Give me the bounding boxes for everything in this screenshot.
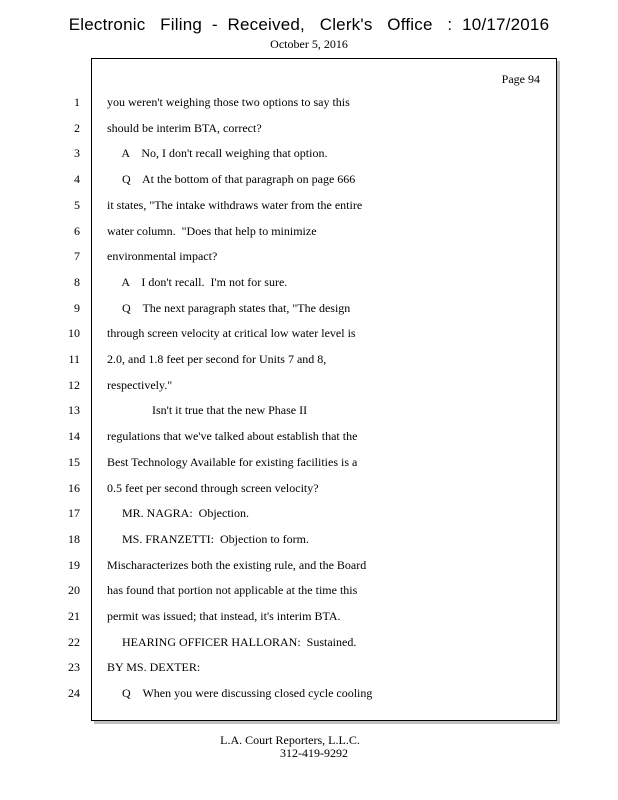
line-number: 8	[74, 274, 80, 289]
line-text: MR. NAGRA: Objection.	[107, 506, 249, 521]
line-number: 17	[68, 506, 80, 521]
line-number: 15	[68, 454, 80, 469]
line-text: has found that portion not applicable at the time this	[107, 583, 358, 598]
line-text: Isn't it true that the new Phase II	[107, 403, 308, 418]
line-text: A I don't recall. I'm not for sure.	[107, 274, 288, 289]
line-number: 20	[68, 583, 80, 598]
line-number: 14	[68, 429, 80, 444]
line-number: 3	[74, 146, 80, 161]
line-number: 13	[68, 403, 80, 418]
page-number: Page 94	[501, 72, 540, 86]
line-text: Q When you were discussing closed cycle cooling	[107, 686, 373, 701]
line-text: you weren't weighing those two options to say this	[107, 95, 350, 109]
line-text: A No, I don't recall weighing that option.	[107, 146, 328, 161]
line-text: 2.0, and 1.8 feet per second for Units 7 and 8,	[107, 352, 327, 366]
line-number: 5	[74, 197, 80, 212]
line-text: Q At the bottom of that paragraph on page 666	[107, 172, 356, 187]
line-text: 0.5 feet per second through screen velocity?	[107, 480, 319, 495]
line-number: 11	[68, 352, 80, 366]
line-number: 24	[68, 686, 80, 701]
line-number: 6	[74, 223, 80, 238]
line-number: 19	[68, 557, 80, 572]
line-text: water column. "Does that help to minimize	[107, 223, 317, 238]
line-number: 2	[74, 120, 80, 135]
line-text: respectively."	[107, 377, 173, 392]
line-text: Q The next paragraph states that, "The design	[107, 300, 351, 315]
line-number: 16	[68, 480, 80, 495]
line-number: 4	[74, 172, 80, 187]
line-number: 23	[68, 660, 80, 675]
line-number: 1	[74, 95, 80, 109]
line-text: Mischaracterizes both the existing rule, and the Board	[107, 557, 367, 572]
line-text: MS. FRANZETTI: Objection to form.	[107, 531, 309, 546]
line-number: 12	[68, 377, 80, 392]
line-number: 9	[74, 300, 80, 315]
line-text: through screen velocity at critical low water level is	[107, 326, 356, 341]
line-text: HEARING OFFICER HALLORAN: Sustained.	[107, 634, 357, 649]
line-text: environmental impact?	[107, 249, 218, 264]
electronic-filing-stamp: Electronic Filing - Received, Clerk's Office : 10/17/2016	[68, 15, 550, 34]
line-text: regulations that we've talked about establish that the	[107, 429, 358, 444]
line-number: 21	[68, 609, 80, 623]
line-text: permit was issued; that instead, it's interim BTA.	[107, 609, 341, 623]
line-text: should be interim BTA, correct?	[107, 120, 262, 135]
line-number: 18	[68, 531, 80, 546]
court-reporter-firm: L.A. Court Reporters, L.L.C.	[220, 733, 360, 747]
line-number: 22	[68, 634, 80, 649]
court-reporter-phone: 312-419-9292	[280, 746, 348, 760]
line-text: it states, "The intake withdraws water from the entire	[107, 197, 363, 212]
line-number: 7	[74, 249, 80, 264]
line-text: BY MS. DEXTER:	[107, 660, 201, 675]
transcript-date: October 5, 2016	[270, 37, 348, 51]
line-text: Best Technology Available for existing facilities is a	[107, 454, 358, 469]
line-number: 10	[68, 326, 80, 341]
